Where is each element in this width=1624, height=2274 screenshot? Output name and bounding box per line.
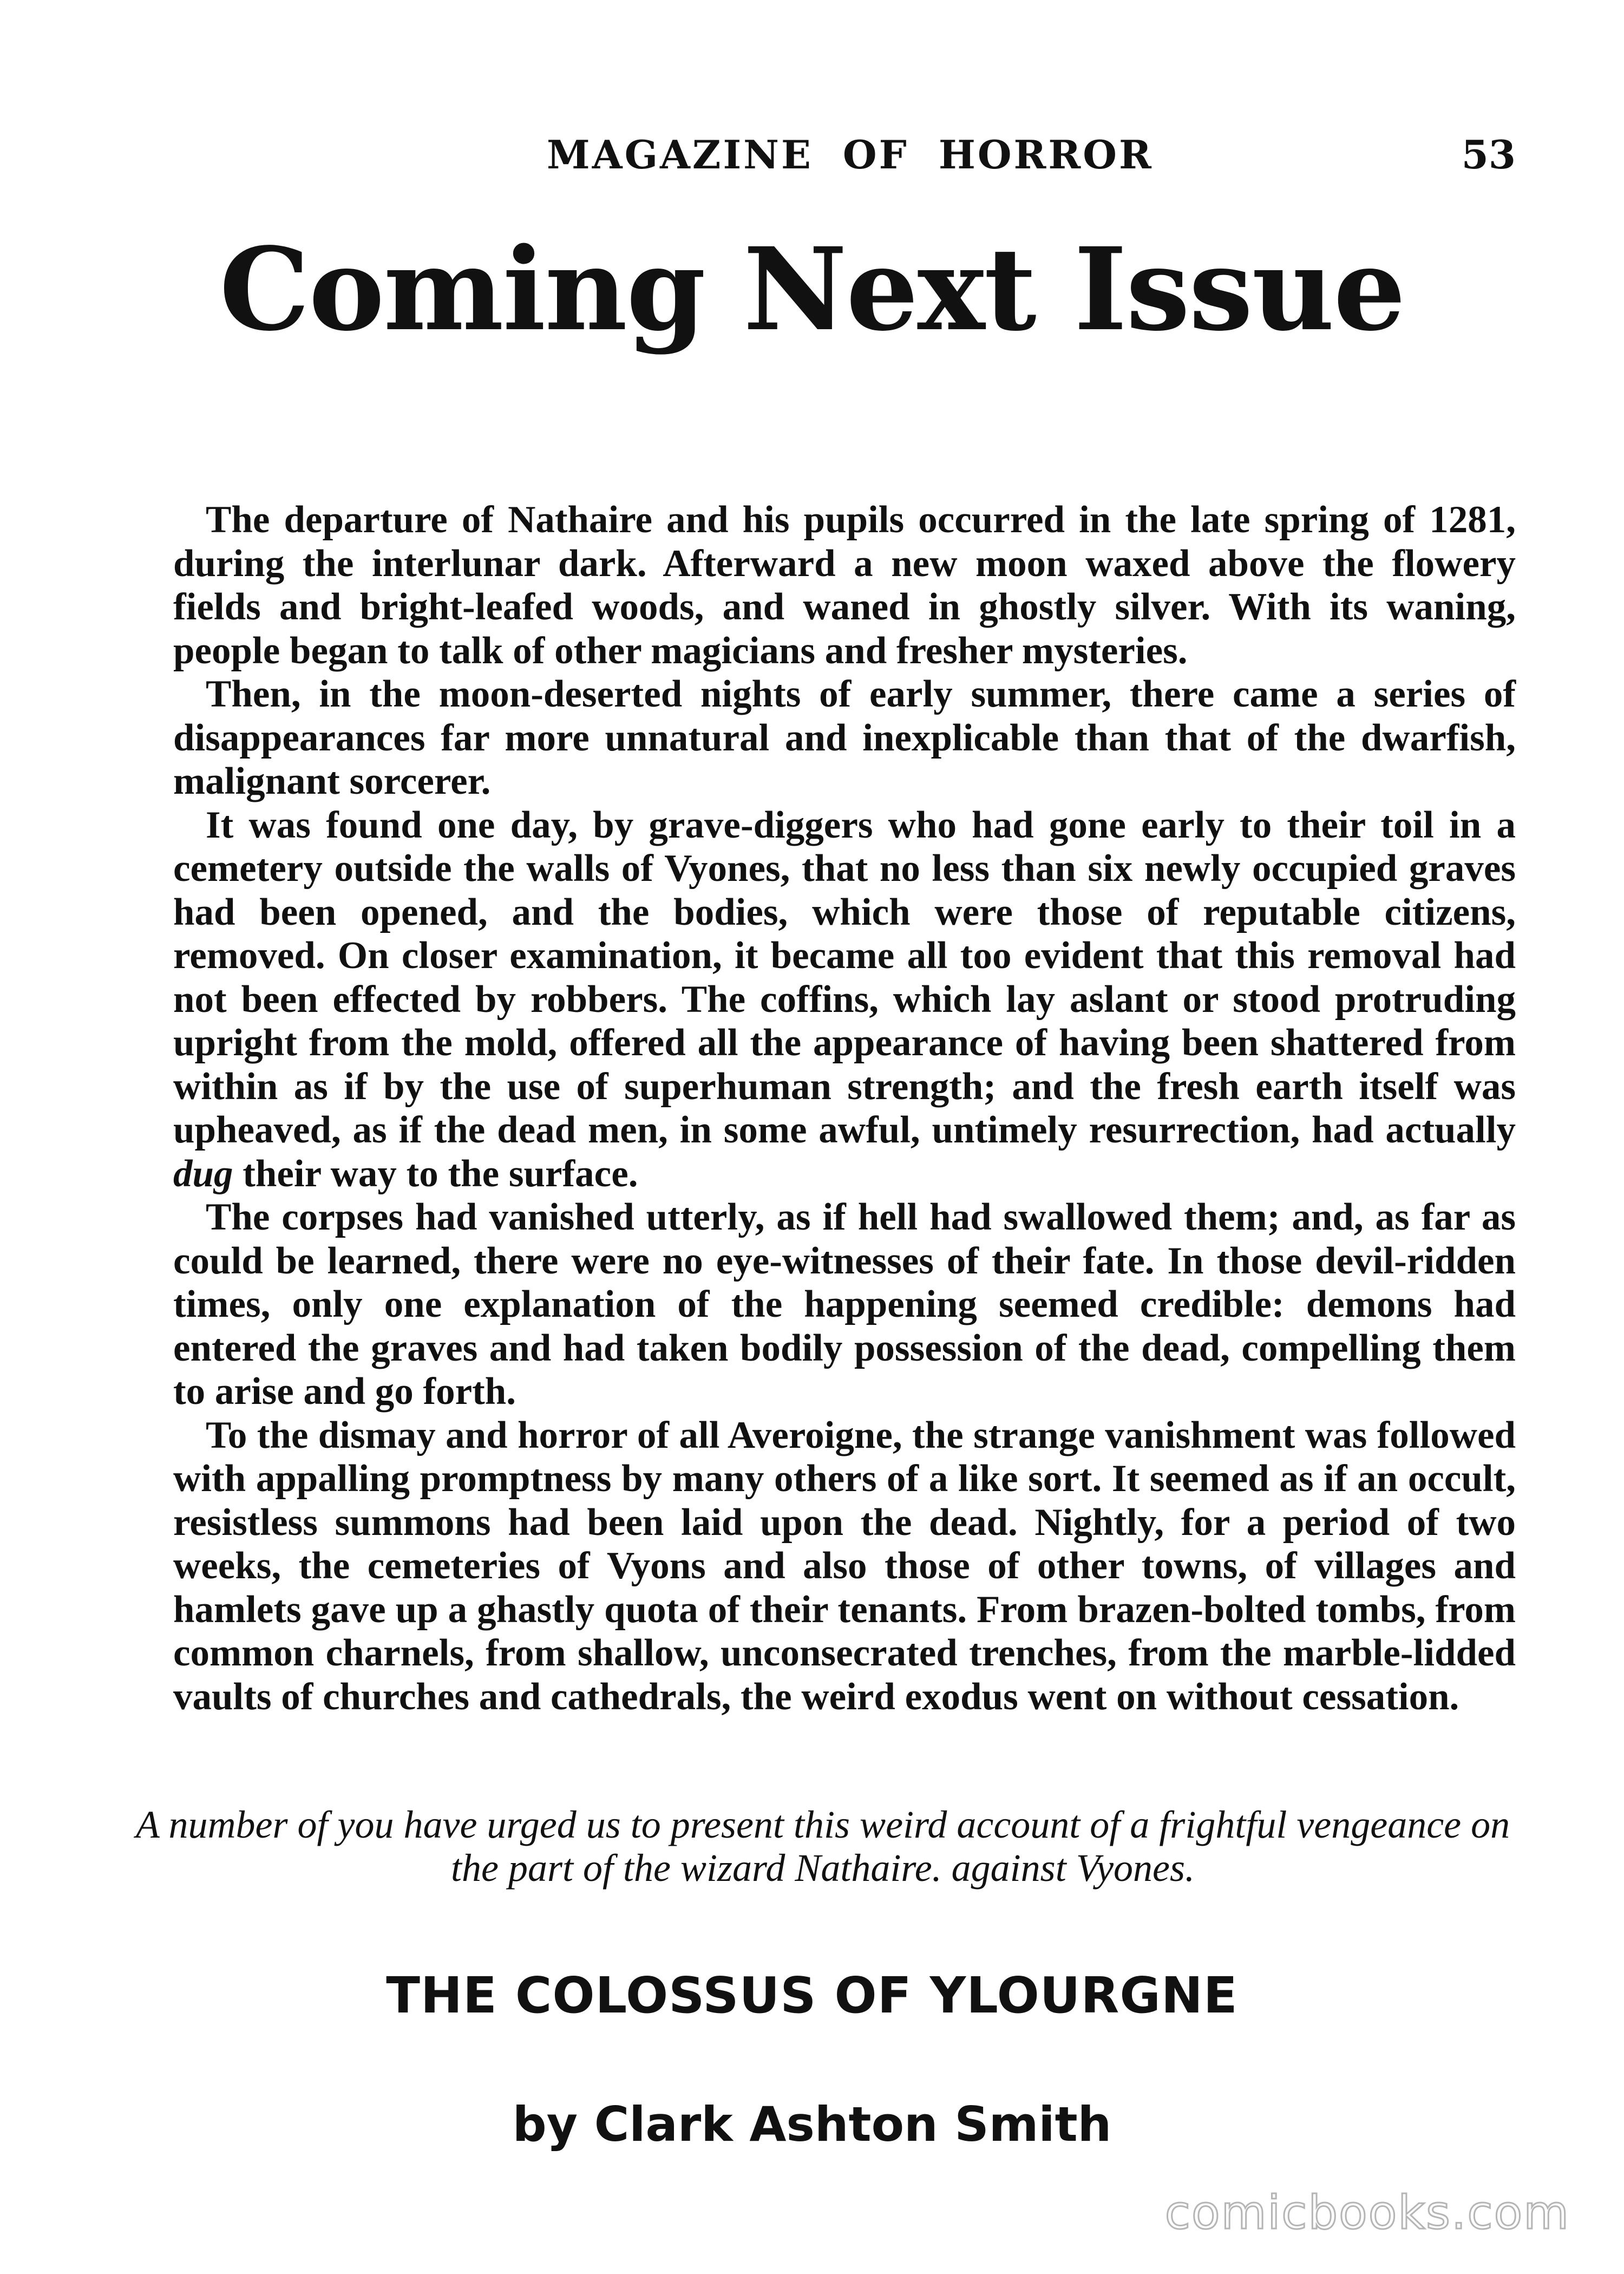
excerpt-paragraph-4: The corpses had vanished utterly, as if hell had swallowed them; and, as far as could be learned, there were no eye-witnesses of their fate. In those devil-ridden times, only one explanation of the happening seemed credible: demons had entered the graves and had taken bodily possession of the dead, compelling them to arise and go forth. xyxy=(173,1196,1516,1413)
excerpt-text: their way to the surface. xyxy=(233,1152,638,1195)
story-excerpt xyxy=(173,498,1516,1718)
excerpt-paragraph-2: Then, in the moon-deserted nights of early summer, there came a series of disappearances far more unnatural and inexplicable than that of the dwarfish, malignant sorcerer. xyxy=(173,673,1516,802)
excerpt-text: It was found one day, by grave-diggers who had gone early to their toil in a cemetery outside the walls of Vyones, that no less than six newly occupied graves had been opened, and the bodies, which were those of reputable citizens, removed. On closer examination, it became all too evident that this removal had not been effected by robbers. The coffins, which lay aslant or stood protruding upright from the mold, offered all the appearance of having been shattered from within as if by the use of superhuman strength; and the fresh earth itself was upheaved, as if the dead men, in some awful, untimely resurrection, had actually xyxy=(173,803,1516,1151)
running-head: MAGAZINE OF HORROR xyxy=(547,132,1154,178)
editorial-blurb: A number of you have urged us to present this weird account of a frightful vengeance on the part of the wizard Nathaire. against Vyones. xyxy=(135,1803,1510,1890)
story-title: THE COLOSSUS OF YLOURGNE xyxy=(386,1966,1238,2024)
excerpt-italic-word: dug xyxy=(173,1152,233,1195)
site-watermark: comicbooks.com xyxy=(1164,2186,1570,2240)
excerpt-paragraph-5: To the dismay and horror of all Averoigne, the strange vanishment was followed with appalling promptness by many others of a like sort. It seemed as if an occult, resistless summons had been laid upon the dead. Nightly, for a period of two weeks, the cemeteries of Vyons and also those of other towns, of villages and hamlets gave up a ghastly quota of their tenants. From brazen-bolted tombs, from common charnels, from shallow, unconsecrated trenches, from the marble-lidded vaults of churches and cathedrals, the weird exodus went on without cessation. xyxy=(173,1414,1516,1718)
excerpt-paragraph-1: The departure of Nathaire and his pupils occurred in the late spring of 1281, during the interlunar dark. Afterward a new moon waxed above the flowery fields and bright-leafed woods, and waned in ghostly silver. With its waning, people began to talk of other magicians and fresher mysteries. xyxy=(173,499,1516,672)
page-number: 53 xyxy=(1461,132,1516,178)
excerpt-paragraph-3 xyxy=(173,803,1516,1196)
page-headline: Coming Next Issue xyxy=(219,223,1405,356)
story-byline: by Clark Ashton Smith xyxy=(512,2096,1112,2152)
